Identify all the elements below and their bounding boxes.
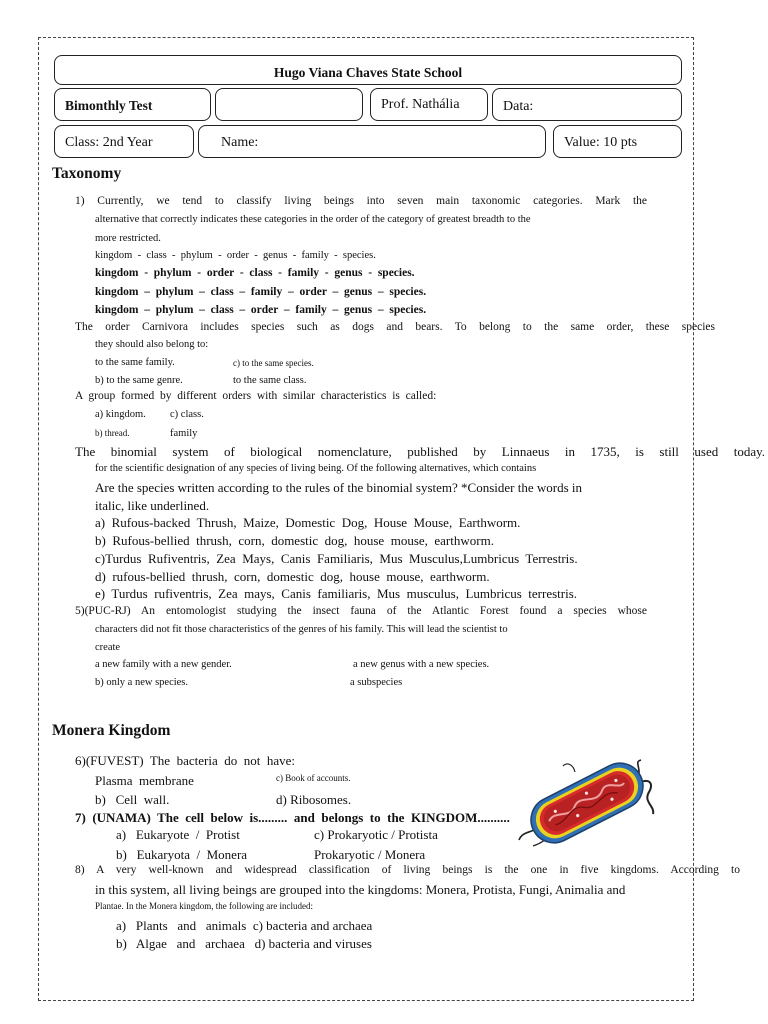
answer-option[interactable]: b) thread. [95, 428, 130, 438]
value-box: Value: 10 pts [553, 125, 682, 158]
blank-field-box[interactable] [215, 88, 363, 121]
answer-option[interactable]: to the same family. [95, 357, 175, 368]
answer-option[interactable]: a new family with a new gender. [95, 659, 232, 670]
question-text: 6)(FUVEST) The bacteria do not have: [75, 753, 295, 768]
answer-option[interactable]: c)Turdus Rufiventris, Zea Mays, Canis Familiaris, Mus Musculus,Lumbricus Terrestris. [95, 551, 578, 566]
question-text: for the scientific designation of any species of living being. Of the following alternatives, which contains [95, 463, 537, 474]
answer-option[interactable]: b) to the same genre. [95, 375, 183, 386]
answer-option[interactable]: d) rufous-bellied thrush, corn, domestic dog, house mouse, earthworm. [95, 569, 490, 584]
answer-option[interactable]: a subspecies [350, 677, 403, 688]
bacterium-cell-illustration-icon [515, 758, 660, 848]
answer-option[interactable]: c) class. [170, 409, 204, 420]
question-text: 8) A very well-known and widespread classification of living beings is the one in five kingdoms. According to [75, 864, 740, 876]
section-heading-taxonomy: Taxonomy [52, 165, 122, 182]
date-field[interactable]: Data: [492, 88, 682, 121]
name-field[interactable]: Name: [198, 125, 546, 158]
question-text: in this system, all living beings are grouped into the kingdoms: Monera, Protista, Fungi, Animalia and [95, 882, 626, 897]
question-text: 1) Currently, we tend to classify living beings into seven main taxonomic categories. Mark the [75, 195, 647, 207]
answer-option[interactable]: kingdom – phylum – class – order – family – genus – species. [95, 304, 427, 316]
answer-option[interactable]: b) Cell wall. [95, 792, 170, 807]
test-title-box: Bimonthly Test [54, 88, 211, 121]
section-heading-monera: Monera Kingdom [52, 722, 171, 739]
question-text: A group formed by different orders with similar characteristics is called: [75, 390, 437, 402]
answer-option[interactable]: b) Rufous-bellied thrush, corn, domestic dog, house mouse, earthworm. [95, 533, 494, 548]
answer-option[interactable]: b) only a new species. [95, 677, 189, 688]
answer-option[interactable]: family [170, 428, 198, 439]
answer-option[interactable]: c) Prokaryotic / Protista [314, 827, 438, 842]
question-text: Are the species written according to the rules of the binomial system? *Consider the words in [95, 480, 583, 495]
question-text: 5)(PUC-RJ) An entomologist studying the insect fauna of the Atlantic Forest found a species whose [75, 605, 647, 617]
school-name-box: Hugo Viana Chaves State School [54, 55, 682, 85]
question-text: Plantae. In the Monera kingdom, the following are included: [95, 901, 313, 911]
question-text: alternative that correctly indicates these categories in the order of the category of greatest breadth to the [95, 214, 531, 225]
answer-option[interactable]: to the same class. [233, 375, 307, 386]
question-text: characters did not fit those characteristics of the genres of his family. This will lead the scientist to [95, 624, 508, 635]
class-box: Class: 2nd Year [54, 125, 194, 158]
answer-option[interactable]: a) Eukaryote / Protist [116, 827, 240, 842]
answer-option[interactable]: b) Algae and archaea d) bacteria and viruses [116, 936, 372, 951]
question-text: they should also belong to: [95, 339, 209, 350]
answer-option[interactable]: b) Eukaryota / Monera [116, 847, 248, 862]
answer-option[interactable]: c) Book of accounts. [276, 773, 351, 783]
question-text: The binomial system of biological nomenclature, published by Linnaeus in 1735, is still used today. [75, 444, 765, 459]
question-text: The order Carnivora includes species such as dogs and bears. To belong to the same order, these species [75, 321, 715, 333]
question-text: create [95, 642, 121, 653]
answer-option[interactable]: kingdom - class - phylum - order - genus - family - species. [95, 250, 376, 261]
answer-option[interactable]: c) to the same species. [233, 358, 314, 368]
question-text: italic, like underlined. [95, 498, 210, 513]
answer-option[interactable]: d) Ribosomes. [276, 792, 352, 807]
answer-option[interactable]: kingdom - phylum - order - class - family - genus - species. [95, 267, 415, 279]
answer-option[interactable]: a) Rufous-backed Thrush, Maize, Domestic Dog, House Mouse, Earthworm. [95, 515, 521, 530]
answer-option[interactable]: Plasma membrane [95, 773, 194, 788]
question-text: more restricted. [95, 233, 161, 244]
answer-option[interactable]: Prokaryotic / Monera [314, 847, 426, 862]
answer-option[interactable]: a) kingdom. [95, 409, 146, 420]
question-text: 7) (UNAMA) The cell below is......... and belongs to the KINGDOM.......... [75, 810, 510, 825]
answer-option[interactable]: kingdom – phylum – class – family – order – genus – species. [95, 286, 427, 298]
answer-option[interactable]: a new genus with a new species. [353, 659, 490, 670]
answer-option[interactable]: a) Plants and animals c) bacteria and archaea [116, 918, 373, 933]
teacher-box: Prof. Nathália [370, 88, 488, 121]
answer-option[interactable]: e) Turdus rufiventris, Zea mays, Canis familiaris, Mus musculus, Lumbricus terrestris. [95, 586, 578, 601]
